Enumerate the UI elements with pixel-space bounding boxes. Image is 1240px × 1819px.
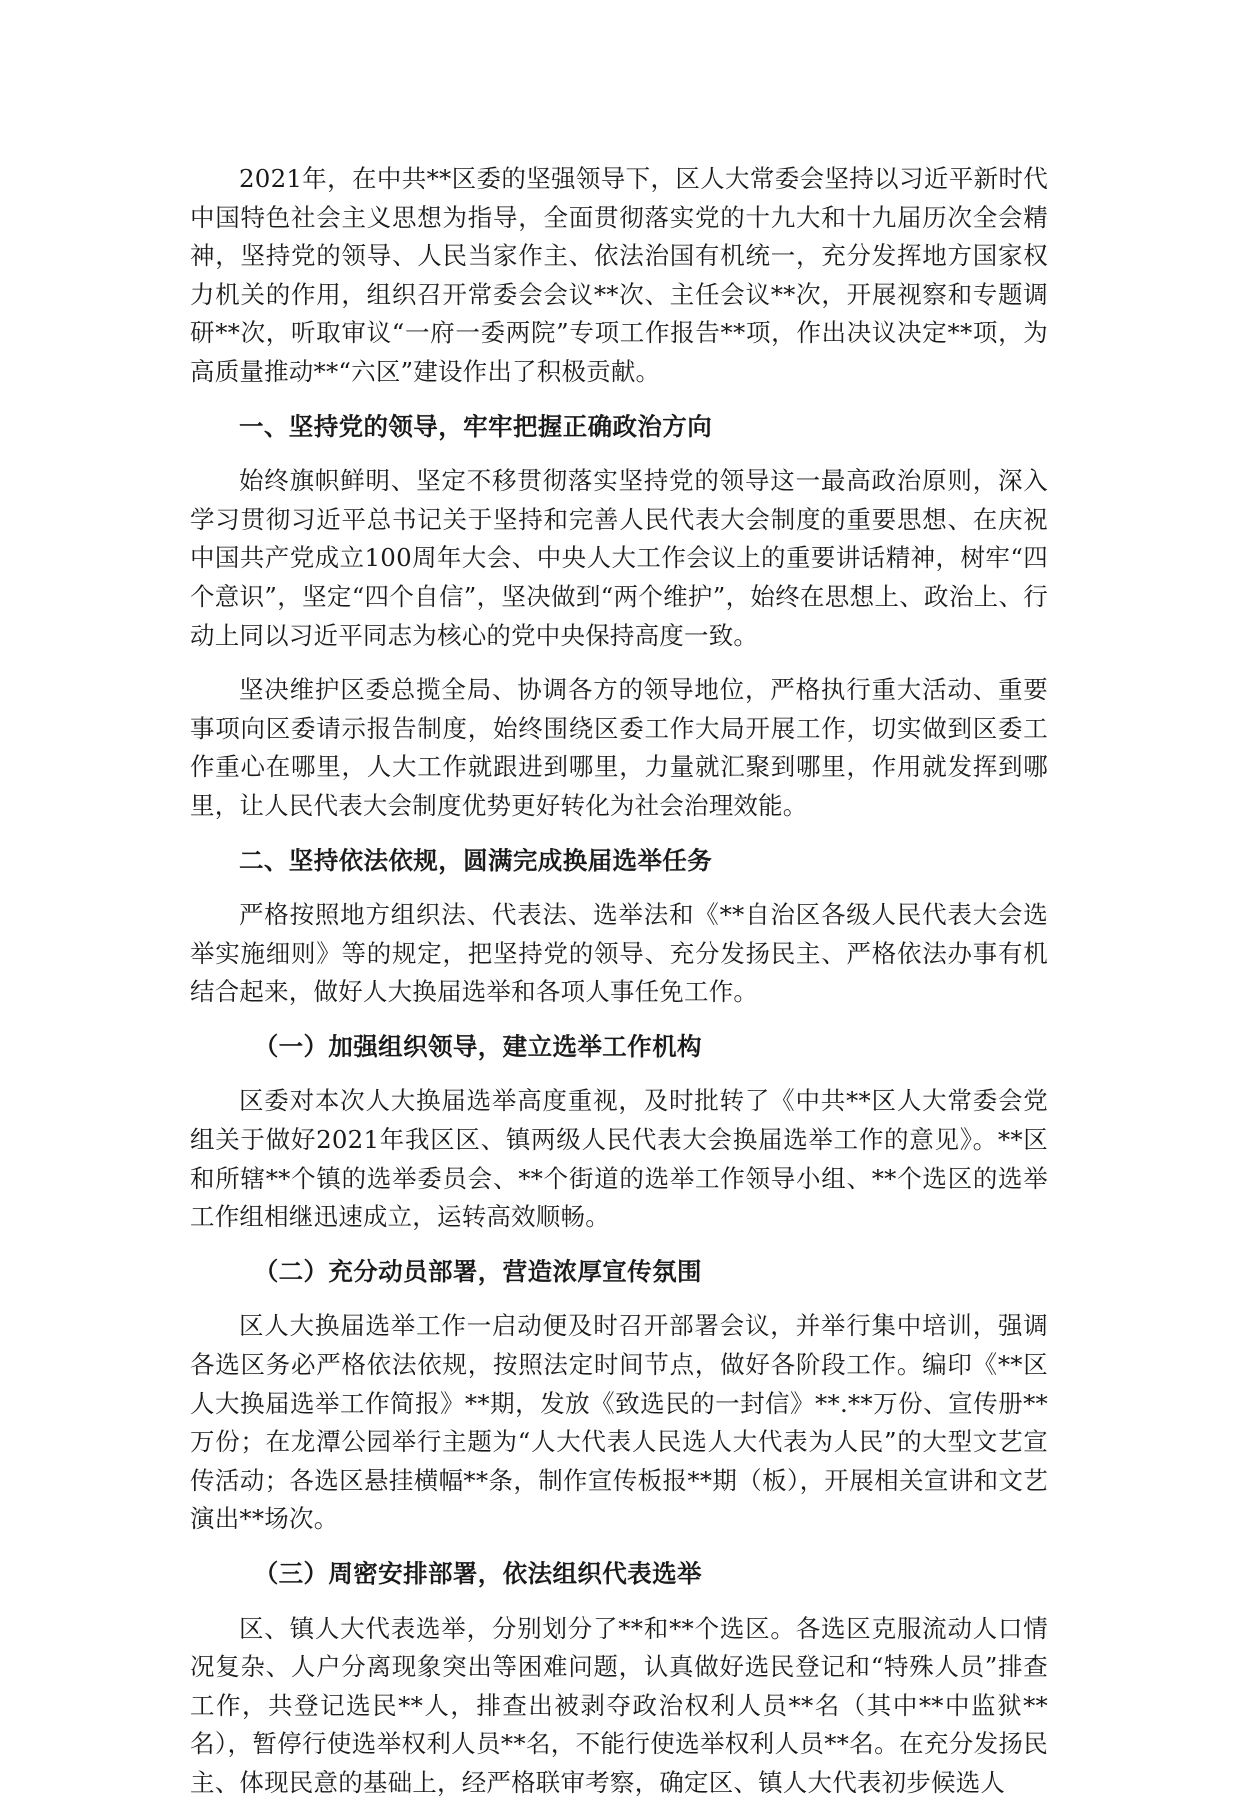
- section-2-heading: 二、坚持依法依规，圆满完成换届选举任务: [239, 845, 713, 875]
- document-body: [190, 160, 1048, 1819]
- intro-paragraph: 2021年，在中共**区委的坚强领导下，区人大常委会坚持以习近平新时代中国特色社会主义思想为指导，全面贯彻落实党的十九大和十九届历次全会精神，坚持党的领导、人民当家作主、依法治国有机统一，充分发挥地方国家权力机关的作用，组织召开常委会会议**次、主任会议**次，开展视察和专题调研**次，听取审议“一府一委两院”专项工作报告**项，作出决议决定**项，为高质量推动**“六区”建设作出了积极贡献。: [190, 164, 1048, 386]
- subsection-3-paragraph: 区、镇人大代表选举，分别划分了**和**个选区。各选区克服流动人口情况复杂、人户分离现象突出等困难问题，认真做好选民登记和“特殊人员”排查工作，共登记选民**人，排查出被剥夺政治权利人员**名（其中**中监狱**名），暂停行使选举权利人员**名，不能行使选举权利人员**名。在充分发扬民主、体现民意的基础上，经严格联审考察，确定区、镇人大代表初步候选人: [190, 1613, 1048, 1797]
- subsection-2-paragraph: 区人大换届选举工作一启动便及时召开部署会议，并举行集中培训，强调各选区务必严格依法依规，按照法定时间节点，做好各阶段工作。编印《**区人大换届选举工作简报》**期，发放《致选民的一封信》**.**万份、宣传册**万份；在龙潭公园举行主题为“人大代表人民选人大代表为人民”的大型文艺宣传活动；各选区悬挂横幅**条，制作宣传板报**期（板），开展相关宣讲和文艺演出**场次。: [190, 1311, 1048, 1534]
- subsection-3-heading: （三）周密安排部署，依法组织代表选举: [253, 1559, 702, 1588]
- section-1-paragraph-1: 始终旗帜鲜明、坚定不移贯彻落实坚持党的领导这一最高政治原则，深入学习贯彻习近平总书记关于坚持和完善人民代表大会制度的重要思想、在庆祝中国共产党成立100周年大会、中央人大工作会议上的重要讲话精神，树牢“四个意识”，坚定“四个自信”，坚决做到“两个维护”，始终在思想上、政治上、行动上同以习近平同志为核心的党中央保持高度一致。: [190, 466, 1048, 650]
- subsection-1-paragraph: 区委对本次人大换届选举高度重视，及时批转了《中共**区人大常委会党组关于做好2021年我区区、镇两级人民代表大会换届选举工作的意见》。**区和所辖**个镇的选举委员会、**个街道的选举工作领导小组、**个选区的选举工作组相继迅速成立，运转高效顺畅。: [190, 1086, 1048, 1232]
- section-2-paragraph-1: 严格按照地方组织法、代表法、选举法和《**自治区各级人民代表大会选举实施细则》等的规定，把坚持党的领导、充分发扬民主、严格依法办事有机结合起来，做好人大换届选举和各项人事任免工作。: [190, 900, 1048, 1007]
- subsection-2-heading: （二）充分动员部署，营造浓厚宣传氛围: [253, 1256, 702, 1286]
- section-1-paragraph-2: 坚决维护区委总揽全局、协调各方的领导地位，严格执行重大活动、重要事项向区委请示报告制度，始终围绕区委工作大局开展工作，切实做到区委工作重心在哪里，人大工作就跟进到哪里，力量就汇聚到哪里，作用就发挥到哪里，让人民代表大会制度优势更好转化为社会治理效能。: [190, 675, 1048, 820]
- section-1-heading: 一、坚持党的领导，牢牢把握正确政治方向: [239, 411, 713, 441]
- subsection-1-heading: （一）加强组织领导，建立选举工作机构: [253, 1031, 702, 1061]
